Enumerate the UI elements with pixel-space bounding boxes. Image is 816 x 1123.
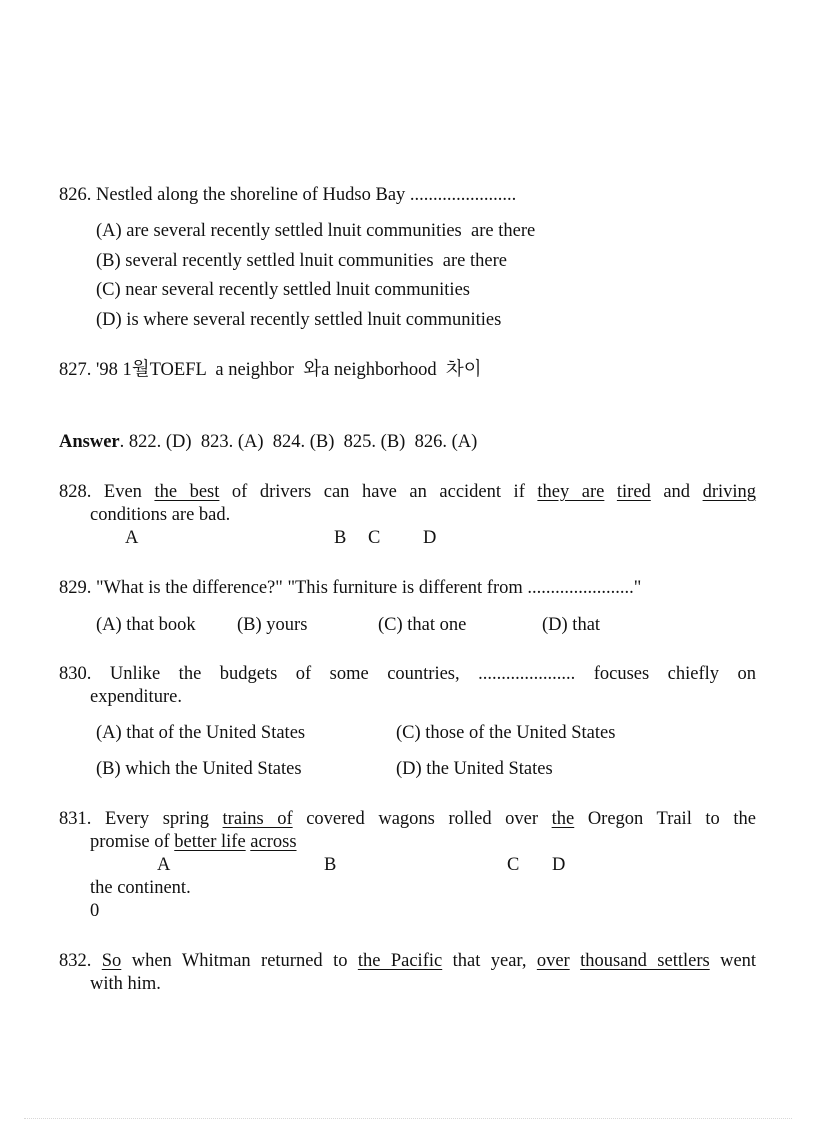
answer-label: Answer	[59, 432, 120, 452]
question-832-line2: with him.	[90, 974, 161, 994]
question-831-mark-c: C	[507, 855, 520, 875]
question-828-underline-b: they are	[537, 482, 605, 502]
question-829-option-c: (C) that one	[378, 615, 467, 635]
question-831-mark-zero: 0	[90, 901, 100, 921]
question-829-option-d: (D) that	[542, 615, 601, 635]
question-829-option-a: (A) that book	[96, 615, 196, 635]
question-828-word: and	[663, 482, 691, 502]
question-826-stem: 826. Nestled along the shoreline of Hudso Bay .......................	[59, 185, 517, 205]
question-832-word: when Whitman returned to	[131, 951, 348, 971]
question-828-line2: conditions are bad.	[90, 505, 231, 525]
question-831-line3: the continent.	[90, 878, 191, 898]
question-828-line1	[59, 481, 756, 504]
question-826-option-c: (C) near several recently settled lnuit communities	[96, 280, 470, 300]
question-831-mark-a: A	[157, 855, 171, 875]
question-828-word: of drivers can have an accident if	[231, 482, 525, 502]
question-830-line1: 830. Unlike the budgets of some countries, ..................... focuses chiefly on	[59, 664, 756, 684]
question-832-underline-d: thousand settlers	[580, 951, 710, 971]
question-828-underline-d: driving	[702, 482, 757, 502]
question-826-option-a: (A) are several recently settled lnuit communities are there	[96, 221, 536, 241]
question-826-option-d: (D) is where several recently settled lnuit communities	[96, 310, 502, 330]
question-831-underline-c: better life	[174, 832, 246, 852]
question-828-word: Even	[103, 482, 142, 502]
question-832-word: that year,	[452, 951, 527, 971]
question-828-underline-a: the best	[154, 482, 220, 502]
question-827-note: 827. '98 1월TOEFL a neighbor 와a neighborhood 차이	[59, 360, 482, 380]
question-828-mark-a: A	[125, 528, 139, 548]
question-828-mark-d: D	[423, 528, 437, 548]
question-831-underline-a: trains of	[222, 809, 293, 829]
page-bottom-rule	[24, 1118, 792, 1119]
question-826-option-b: (B) several recently settled lnuit communities are there	[96, 251, 507, 271]
question-830-option-d: (D) the United States	[396, 759, 553, 779]
question-831-line1	[59, 808, 756, 831]
answer-line	[59, 431, 477, 454]
question-828-number: 828.	[59, 482, 92, 502]
question-832-underline-b: the Pacific	[357, 951, 443, 971]
question-828-mark-b: B	[334, 528, 347, 548]
question-832-underline-c: over	[536, 951, 570, 971]
question-831-word: covered wagons rolled over	[306, 809, 539, 829]
question-831-line2	[90, 831, 297, 854]
question-831-underline-d: across	[250, 832, 297, 852]
question-830-option-c: (C) those of the United States	[396, 723, 616, 743]
question-828-mark-c: C	[368, 528, 381, 548]
question-831-underline-b: the	[551, 809, 575, 829]
question-832-word: went	[720, 951, 757, 971]
answer-values: . 822. (D) 823. (A) 824. (B) 825. (B) 826. (A)	[119, 432, 478, 452]
question-831-word: promise of	[90, 832, 170, 852]
question-830-option-a: (A) that of the United States	[96, 723, 306, 743]
question-831-mark-d: D	[552, 855, 566, 875]
question-831-word: Oregon Trail to the	[587, 809, 756, 829]
question-831-mark-b: B	[324, 855, 337, 875]
question-830-line2: expenditure.	[90, 687, 182, 707]
question-829-stem: 829. "What is the difference?" "This furniture is different from ......................."	[59, 578, 642, 598]
question-829-option-b: (B) yours	[237, 615, 308, 635]
question-831-number: 831.	[59, 809, 92, 829]
question-832-line1	[59, 950, 756, 973]
question-832-underline-a: So	[101, 951, 122, 971]
question-831-word: Every spring	[104, 809, 209, 829]
question-832-number: 832.	[59, 951, 92, 971]
question-828-underline-c: tired	[616, 482, 651, 502]
question-830-option-b: (B) which the United States	[96, 759, 302, 779]
